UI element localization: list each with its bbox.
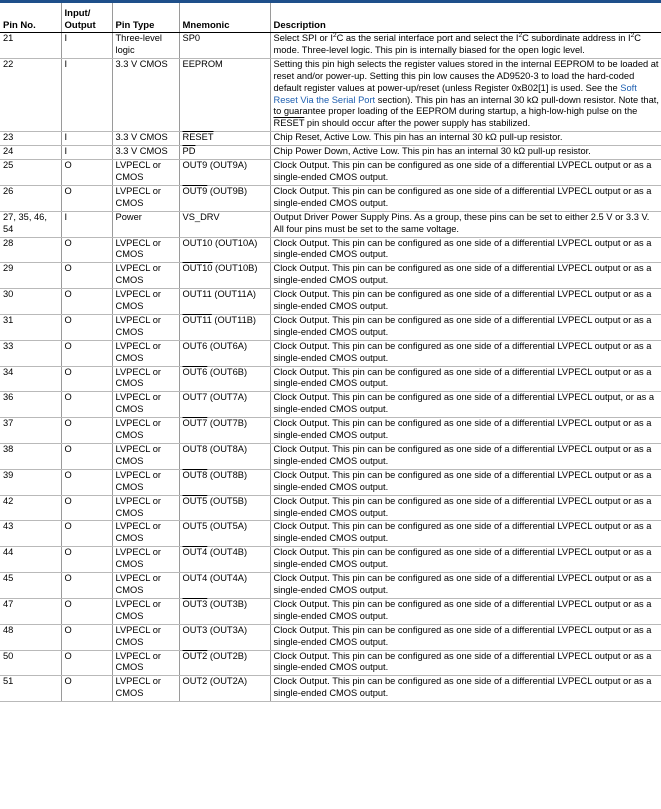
pin-type-cell: LVPECL or CMOS bbox=[112, 314, 179, 340]
description-text: Clock Output. This pin can be configured as one side of a differential LVPECL output or as a single-ended CMOS output. bbox=[273, 314, 652, 337]
description-text: Chip Power Down, Active Low. This pin has an internal 30 kΩ pull-up resistor. bbox=[273, 146, 591, 157]
description-cell bbox=[270, 185, 661, 211]
io-cell: O bbox=[61, 237, 112, 263]
pin-type-cell: LVPECL or CMOS bbox=[112, 598, 179, 624]
mnemonic-active-low: $\overline{PD}$ bbox=[182, 146, 196, 157]
pin-type-cell: LVPECL or CMOS bbox=[112, 263, 179, 289]
pin-number-cell: 26 bbox=[0, 185, 61, 211]
pin-type-cell: LVPECL or CMOS bbox=[112, 289, 179, 315]
mnemonic-cell bbox=[179, 573, 270, 599]
pin-number-cell: 31 bbox=[0, 314, 61, 340]
table-row bbox=[0, 573, 661, 599]
mnemonic-active-low: OUT3 bbox=[182, 598, 208, 609]
mnemonic-active-low: OUT8 bbox=[182, 469, 208, 480]
table-row bbox=[0, 146, 661, 160]
description-cell bbox=[270, 676, 661, 702]
mnemonic-text: EEPROM bbox=[182, 58, 223, 69]
table-row bbox=[0, 444, 661, 470]
description-cell bbox=[270, 33, 661, 59]
description-cell bbox=[270, 146, 661, 160]
mnemonic-text: (OUT5B) bbox=[207, 495, 248, 506]
pin-type-cell: LVPECL or CMOS bbox=[112, 495, 179, 521]
mnemonic-cell bbox=[179, 392, 270, 418]
pin-number-cell: 29 bbox=[0, 263, 61, 289]
description-cell bbox=[270, 418, 661, 444]
mnemonic-active-low: OUT11 bbox=[182, 314, 212, 325]
io-cell: O bbox=[61, 340, 112, 366]
pin-number-cell: 47 bbox=[0, 598, 61, 624]
mnemonic-cell bbox=[179, 676, 270, 702]
mnemonic-active-low: OUT5 bbox=[182, 495, 208, 506]
description-cell bbox=[270, 211, 661, 237]
mnemonic-text: (OUT10B) bbox=[212, 263, 258, 274]
pin-type-cell: LVPECL or CMOS bbox=[112, 237, 179, 263]
description-text: Clock Output. This pin can be configured as one side of a differential LVPECL output or as a single-ended CMOS output. bbox=[273, 237, 652, 260]
io-cell: O bbox=[61, 289, 112, 315]
mnemonic-cell bbox=[179, 160, 270, 186]
description-text: Select SPI or I bbox=[273, 33, 333, 43]
io-cell: I bbox=[61, 146, 112, 160]
mnemonic-cell bbox=[179, 444, 270, 470]
pin-type-cell: LVPECL or CMOS bbox=[112, 160, 179, 186]
description-text: Clock Output. This pin can be configured as one side of a differential LVPECL output or as a single-ended CMOS output. bbox=[273, 650, 652, 673]
table-row bbox=[0, 237, 661, 263]
mnemonic-cell bbox=[179, 469, 270, 495]
mnemonic-cell bbox=[179, 650, 270, 676]
mnemonic-text: (OUT8B) bbox=[207, 469, 248, 480]
mnemonic-text: OUT4 (OUT4A) bbox=[182, 573, 248, 584]
description-cell bbox=[270, 598, 661, 624]
io-cell: O bbox=[61, 418, 112, 444]
table-row bbox=[0, 521, 661, 547]
header-pin-no: Pin No. bbox=[0, 3, 61, 33]
header-mnemonic: Mnemonic bbox=[179, 3, 270, 33]
pin-type-cell: Three-level logic bbox=[112, 33, 179, 59]
mnemonic-active-low: OUT2 bbox=[182, 650, 208, 661]
description-cell bbox=[270, 132, 661, 146]
description-text: Output Driver Power Supply Pins. As a group, these pins can be set to either 2.5 V or 3.3 V. All four pins must be set to the same voltage. bbox=[273, 211, 650, 234]
table-row bbox=[0, 289, 661, 315]
description-cell bbox=[270, 650, 661, 676]
pin-type-cell: LVPECL or CMOS bbox=[112, 444, 179, 470]
description-text: pin should occur after the power supply has stabilized. bbox=[304, 118, 531, 129]
pin-number-cell: 39 bbox=[0, 469, 61, 495]
description-text: Clock Output. This pin can be configured as one side of a differential LVPECL output or as a single-ended CMOS output. bbox=[273, 366, 652, 389]
header-description: Description bbox=[270, 3, 661, 33]
mnemonic-text: VS_DRV bbox=[182, 211, 220, 222]
mnemonic-cell bbox=[179, 547, 270, 573]
description-cell bbox=[270, 160, 661, 186]
table-row bbox=[0, 392, 661, 418]
mnemonic-cell bbox=[179, 33, 270, 59]
mnemonic-text: OUT7 (OUT7A) bbox=[182, 392, 248, 403]
pin-function-table bbox=[0, 3, 661, 702]
mnemonic-text: OUT11 (OUT11A) bbox=[182, 289, 257, 300]
io-cell: O bbox=[61, 314, 112, 340]
table-row bbox=[0, 418, 661, 444]
pin-number-cell: 36 bbox=[0, 392, 61, 418]
io-cell: O bbox=[61, 547, 112, 573]
description-cell bbox=[270, 314, 661, 340]
description-text: Clock Output. This pin can be configured as one side of a differential LVPECL output or as a single-ended CMOS output. bbox=[273, 547, 652, 570]
table-row bbox=[0, 366, 661, 392]
mnemonic-text: OUT2 (OUT2A) bbox=[182, 676, 248, 687]
description-cell bbox=[270, 392, 661, 418]
pin-number-cell: 24 bbox=[0, 146, 61, 160]
mnemonic-text: (OUT7B) bbox=[207, 418, 248, 429]
description-text: Clock Output. This pin can be configured as one side of a differential LVPECL output or as a single-ended CMOS output. bbox=[273, 521, 652, 544]
table-row bbox=[0, 132, 661, 146]
description-cell bbox=[270, 366, 661, 392]
mnemonic-text: OUT9 (OUT9A) bbox=[182, 160, 248, 171]
table-row bbox=[0, 547, 661, 573]
mnemonic-text: (OUT3B) bbox=[207, 598, 248, 609]
pin-type-cell: LVPECL or CMOS bbox=[112, 624, 179, 650]
description-text: Clock Output. This pin can be configured as one side of a differential LVPECL output or as a single-ended CMOS output. bbox=[273, 598, 652, 621]
pin-number-cell: 23 bbox=[0, 132, 61, 146]
description-text: section). This pin has an internal 30 kΩ pull-down resistor. Note that, to guarantee proper loading of the EEPROM during startup, a high-low-high pulse on the bbox=[273, 94, 659, 117]
pin-number-cell: 34 bbox=[0, 366, 61, 392]
table-row bbox=[0, 185, 661, 211]
io-cell: I bbox=[61, 132, 112, 146]
description-cell bbox=[270, 495, 661, 521]
mnemonic-cell bbox=[179, 624, 270, 650]
description-text: Clock Output. This pin can be configured as one side of a differential LVPECL output or as a single-ended CMOS output. bbox=[273, 624, 652, 647]
description-cell bbox=[270, 521, 661, 547]
table-row bbox=[0, 211, 661, 237]
mnemonic-cell bbox=[179, 289, 270, 315]
mnemonic-text: OUT10 (OUT10A) bbox=[182, 237, 258, 248]
active-low-signal: RESET bbox=[273, 118, 305, 129]
description-text: Clock Output. This pin can be configured as one side of a differential LVPECL output or as a single-ended CMOS output. bbox=[273, 573, 652, 595]
pin-number-cell: 25 bbox=[0, 160, 61, 186]
pin-number-cell: 30 bbox=[0, 289, 61, 315]
mnemonic-active-low: OUT4 bbox=[182, 547, 208, 558]
io-cell: O bbox=[61, 185, 112, 211]
pin-type-cell: LVPECL or CMOS bbox=[112, 469, 179, 495]
table-row bbox=[0, 263, 661, 289]
mnemonic-cell bbox=[179, 58, 270, 131]
mnemonic-cell bbox=[179, 146, 270, 160]
table-row bbox=[0, 58, 661, 131]
mnemonic-text: (OUT2B) bbox=[207, 650, 248, 661]
section-link[interactable]: Soft Reset Via the Serial Port bbox=[273, 82, 637, 105]
io-cell: O bbox=[61, 624, 112, 650]
pin-number-cell: 50 bbox=[0, 650, 61, 676]
description-text: Setting this pin high selects the register values stored in the internal EEPROM to be loaded at reset and/or power-up. Setting this pin low causes the AD9520-3 to load the hard-coded default register values at power-up/reset (unless Register 0xB02[1] is used. See the bbox=[273, 58, 659, 93]
table-row bbox=[0, 624, 661, 650]
pin-number-cell: 42 bbox=[0, 495, 61, 521]
mnemonic-cell bbox=[179, 521, 270, 547]
pin-type-cell: LVPECL or CMOS bbox=[112, 340, 179, 366]
mnemonic-text: SP0 bbox=[182, 33, 201, 43]
mnemonic-text: OUT5 (OUT5A) bbox=[182, 521, 248, 532]
io-cell: I bbox=[61, 33, 112, 59]
pin-number-cell: 44 bbox=[0, 547, 61, 573]
description-cell bbox=[270, 237, 661, 263]
io-cell: O bbox=[61, 650, 112, 676]
description-cell bbox=[270, 573, 661, 599]
superscript: 2 bbox=[518, 31, 523, 39]
mnemonic-text: (OUT9B) bbox=[207, 185, 248, 196]
description-text: Chip Reset, Active Low. This pin has an internal 30 kΩ pull-up resistor. bbox=[273, 132, 563, 143]
pin-type-cell: 3.3 V CMOS bbox=[112, 146, 179, 160]
pin-number-cell: 45 bbox=[0, 573, 61, 599]
pin-number-cell: 48 bbox=[0, 624, 61, 650]
mnemonic-cell bbox=[179, 418, 270, 444]
pin-type-cell: LVPECL or CMOS bbox=[112, 392, 179, 418]
description-text: Clock Output. This pin can be configured as one side of a differential LVPECL output or as a single-ended CMOS output. bbox=[273, 418, 652, 441]
table-body bbox=[0, 33, 661, 702]
table-row bbox=[0, 314, 661, 340]
description-text: C mode. Three-level logic. This pin is internally biased for the open logic level. bbox=[273, 33, 641, 55]
table-row bbox=[0, 650, 661, 676]
io-cell: O bbox=[61, 366, 112, 392]
pin-number-cell: 33 bbox=[0, 340, 61, 366]
description-cell bbox=[270, 340, 661, 366]
io-cell: O bbox=[61, 598, 112, 624]
mnemonic-active-low: OUT10 bbox=[182, 263, 213, 274]
mnemonic-cell bbox=[179, 185, 270, 211]
pin-number-cell: 21 bbox=[0, 33, 61, 59]
io-cell: O bbox=[61, 469, 112, 495]
pin-number-cell: 27, 35, 46, 54 bbox=[0, 211, 61, 237]
superscript: 2 bbox=[332, 31, 337, 39]
pin-type-cell: 3.3 V CMOS bbox=[112, 58, 179, 131]
mnemonic-cell bbox=[179, 211, 270, 237]
header-pin-type: Pin Type bbox=[112, 3, 179, 33]
description-cell bbox=[270, 624, 661, 650]
io-cell: O bbox=[61, 263, 112, 289]
mnemonic-cell bbox=[179, 314, 270, 340]
io-cell: O bbox=[61, 573, 112, 599]
table-row bbox=[0, 340, 661, 366]
io-cell: O bbox=[61, 392, 112, 418]
mnemonic-text: OUT6 (OUT6A) bbox=[182, 340, 248, 351]
header-input-output: Input/ Output bbox=[61, 3, 112, 33]
pin-type-cell: LVPECL or CMOS bbox=[112, 521, 179, 547]
mnemonic-cell bbox=[179, 495, 270, 521]
table-row bbox=[0, 469, 661, 495]
description-text: Clock Output. This pin can be configured as one side of a differential LVPECL output or as a single-ended CMOS output. bbox=[273, 289, 652, 312]
mnemonic-text: OUT3 (OUT3A) bbox=[182, 624, 248, 635]
mnemonic-text: (OUT6B) bbox=[207, 366, 248, 377]
io-cell: O bbox=[61, 521, 112, 547]
description-cell bbox=[270, 58, 661, 131]
io-cell: I bbox=[61, 58, 112, 131]
description-text: Clock Output. This pin can be configured as one side of a differential LVPECL output or as a single-ended CMOS output. bbox=[273, 263, 652, 286]
table-row bbox=[0, 495, 661, 521]
description-cell bbox=[270, 289, 661, 315]
description-text: C as the serial interface port and select the I bbox=[336, 33, 519, 43]
description-cell bbox=[270, 469, 661, 495]
mnemonic-cell bbox=[179, 598, 270, 624]
description-text: Clock Output. This pin can be configured as one side of a differential LVPECL output or as a single-ended CMOS output. bbox=[273, 469, 652, 492]
description-cell bbox=[270, 444, 661, 470]
pin-number-cell: 38 bbox=[0, 444, 61, 470]
description-cell bbox=[270, 263, 661, 289]
mnemonic-text: (OUT4B) bbox=[207, 547, 248, 558]
table-row bbox=[0, 33, 661, 59]
mnemonic-active-low: OUT9 bbox=[182, 185, 208, 196]
pin-type-cell: LVPECL or CMOS bbox=[112, 650, 179, 676]
superscript: 2 bbox=[630, 31, 635, 39]
table-row bbox=[0, 598, 661, 624]
io-cell: O bbox=[61, 444, 112, 470]
description-cell bbox=[270, 547, 661, 573]
pin-number-cell: 37 bbox=[0, 418, 61, 444]
description-text: Clock Output. This pin can be configured as one side of a differential LVPECL output or as a single-ended CMOS output. bbox=[273, 340, 652, 363]
pin-number-cell: 51 bbox=[0, 676, 61, 702]
pin-type-cell: Power bbox=[112, 211, 179, 237]
pin-type-cell: 3.3 V CMOS bbox=[112, 132, 179, 146]
pin-number-cell: 22 bbox=[0, 58, 61, 131]
description-text: Clock Output. This pin can be configured as one side of a differential LVPECL output or as a single-ended CMOS output. bbox=[273, 444, 652, 466]
mnemonic-cell bbox=[179, 340, 270, 366]
io-cell: O bbox=[61, 676, 112, 702]
io-cell: O bbox=[61, 160, 112, 186]
io-cell: O bbox=[61, 495, 112, 521]
description-text: Clock Output. This pin can be configured as one side of a differential LVPECL output or as a single-ended CMOS output. bbox=[273, 495, 652, 518]
description-text: C subordinate address in I bbox=[522, 33, 631, 43]
mnemonic-active-low: OUT7 bbox=[182, 418, 208, 429]
pin-type-cell: LVPECL or CMOS bbox=[112, 185, 179, 211]
mnemonic-active-low: RESET bbox=[182, 132, 214, 143]
mnemonic-cell bbox=[179, 132, 270, 146]
table-row bbox=[0, 676, 661, 702]
mnemonic-text: (OUT11B) bbox=[211, 314, 257, 325]
pin-type-cell: LVPECL or CMOS bbox=[112, 573, 179, 599]
table-row bbox=[0, 160, 661, 186]
pin-type-cell: LVPECL or CMOS bbox=[112, 676, 179, 702]
pin-number-cell: 28 bbox=[0, 237, 61, 263]
description-text: Clock Output. This pin can be configured as one side of a differential LVPECL output, or as a single-ended CMOS output. bbox=[273, 392, 655, 415]
table-header-row bbox=[0, 3, 661, 33]
pin-type-cell: LVPECL or CMOS bbox=[112, 418, 179, 444]
mnemonic-active-low: OUT6 bbox=[182, 366, 208, 377]
io-cell: I bbox=[61, 211, 112, 237]
mnemonic-cell bbox=[179, 366, 270, 392]
description-text: Clock Output. This pin can be configured as one side of a differential LVPECL output or as a single-ended CMOS output. bbox=[273, 185, 652, 208]
pin-type-cell: LVPECL or CMOS bbox=[112, 547, 179, 573]
mnemonic-text: OUT8 (OUT8A) bbox=[182, 444, 248, 454]
mnemonic-cell bbox=[179, 237, 270, 263]
pin-number-cell: 43 bbox=[0, 521, 61, 547]
mnemonic-cell bbox=[179, 263, 270, 289]
description-text: Clock Output. This pin can be configured as one side of a differential LVPECL output or as a single-ended CMOS output. bbox=[273, 676, 652, 699]
description-text: Clock Output. This pin can be configured as one side of a differential LVPECL output or as a single-ended CMOS output. bbox=[273, 160, 652, 182]
pin-type-cell: LVPECL or CMOS bbox=[112, 366, 179, 392]
